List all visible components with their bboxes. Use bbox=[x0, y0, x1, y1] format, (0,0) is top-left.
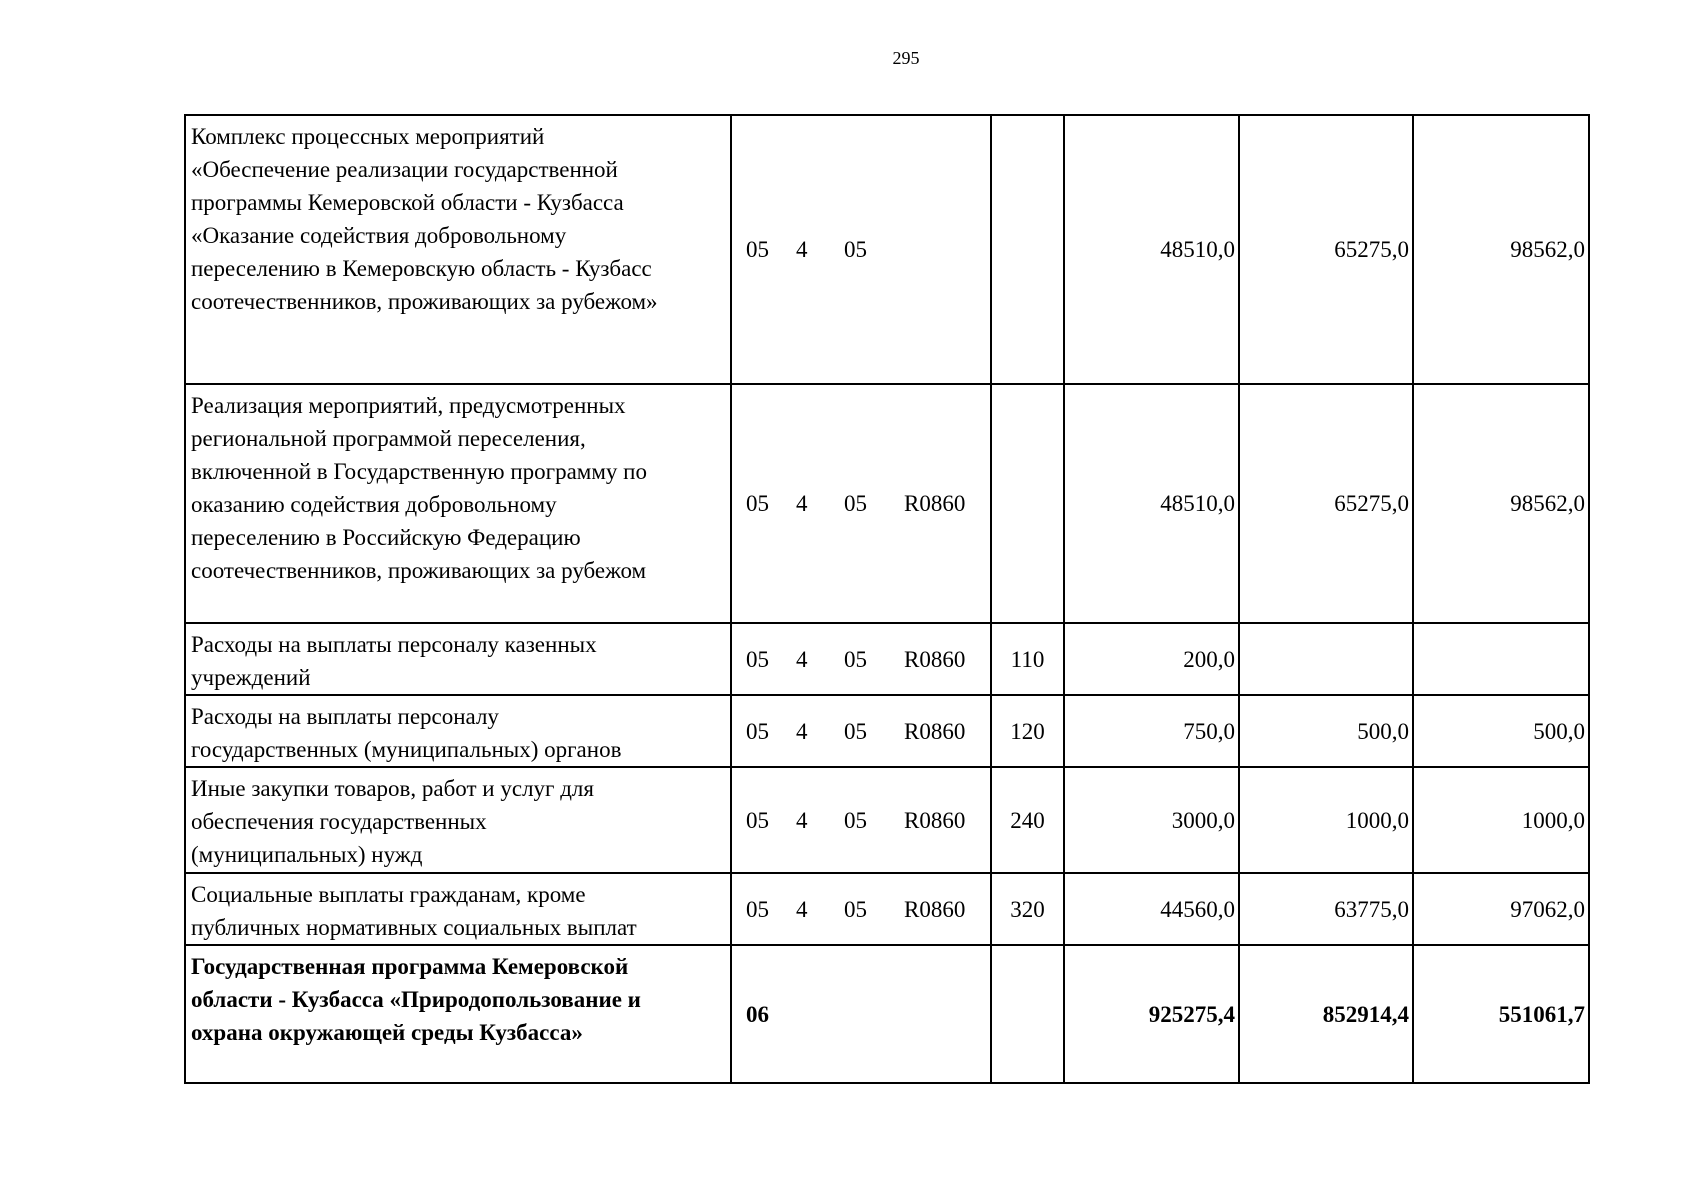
table-row-program-total bbox=[185, 945, 1589, 1083]
table-row bbox=[185, 115, 1589, 384]
program-code: 05 bbox=[746, 807, 769, 833]
amount-year-2: 63775,0 bbox=[1239, 873, 1413, 945]
amount-year-1: 48510,0 bbox=[1064, 384, 1239, 623]
amount-year-3 bbox=[1413, 623, 1589, 695]
program-code: 05 bbox=[746, 646, 769, 672]
activity-code: 05 bbox=[844, 718, 867, 744]
amount-year-2: 65275,0 bbox=[1239, 115, 1413, 384]
row-name: Реализация мероприятий, предусмотренных региональной программой переселения, включенной в Государственную программу по оказанию содействия добровольному переселению в Российскую Федерацию соотечественников, проживающих за рубежом bbox=[185, 384, 731, 623]
program-code: 05 bbox=[746, 491, 769, 516]
activity-code: 05 bbox=[844, 646, 867, 672]
activity-code: 05 bbox=[844, 491, 867, 516]
budget-classification-code bbox=[731, 873, 991, 945]
target-code: R0860 bbox=[904, 718, 966, 744]
program-code: 05 bbox=[746, 718, 769, 744]
amount-year-2: 500,0 bbox=[1239, 695, 1413, 767]
amount-year-1: 3000,0 bbox=[1064, 767, 1239, 873]
budget-classification-code bbox=[731, 695, 991, 767]
table-row bbox=[185, 695, 1589, 767]
budget-classification-code bbox=[731, 115, 991, 384]
amount-year-2 bbox=[1239, 623, 1413, 695]
amount-year-1: 925275,4 bbox=[1064, 945, 1239, 1083]
amount-year-3: 551061,7 bbox=[1413, 945, 1589, 1083]
amount-year-1: 750,0 bbox=[1064, 695, 1239, 767]
row-name: Государственная программа Кемеровской области - Кузбасса «Природопользование и охрана окружающей среды Кузбасса» bbox=[185, 945, 731, 1083]
amount-year-1: 200,0 bbox=[1064, 623, 1239, 695]
amount-year-3: 97062,0 bbox=[1413, 873, 1589, 945]
table-row bbox=[185, 767, 1589, 873]
row-name: Расходы на выплаты персоналу казенных учреждений bbox=[185, 623, 731, 695]
expense-type-code bbox=[991, 384, 1064, 623]
row-name: Иные закупки товаров, работ и услуг для обеспечения государственных (муниципальных) нужд bbox=[185, 767, 731, 873]
row-name: Социальные выплаты гражданам, кроме публичных нормативных социальных выплат bbox=[185, 873, 731, 945]
amount-year-2: 1000,0 bbox=[1239, 767, 1413, 873]
amount-year-2: 852914,4 bbox=[1239, 945, 1413, 1083]
budget-classification-code bbox=[731, 767, 991, 873]
expense-type-code bbox=[991, 945, 1064, 1083]
subprogram-code: 4 bbox=[796, 807, 808, 833]
subprogram-code: 4 bbox=[796, 491, 808, 516]
activity-code: 05 bbox=[844, 896, 867, 922]
activity-code: 05 bbox=[844, 807, 867, 833]
activity-code: 05 bbox=[844, 237, 867, 262]
target-code: R0860 bbox=[904, 896, 966, 922]
budget-table bbox=[184, 114, 1590, 1084]
amount-year-3: 98562,0 bbox=[1413, 115, 1589, 384]
expense-type-code: 320 bbox=[991, 873, 1064, 945]
page-number: 295 bbox=[892, 48, 920, 68]
target-code: R0860 bbox=[904, 807, 966, 833]
program-code: 06 bbox=[746, 1001, 769, 1027]
subprogram-code: 4 bbox=[796, 646, 808, 672]
budget-classification-code bbox=[731, 384, 991, 623]
program-code: 05 bbox=[746, 896, 769, 922]
program-code: 05 bbox=[746, 237, 769, 262]
amount-year-3: 500,0 bbox=[1413, 695, 1589, 767]
budget-classification-code bbox=[731, 623, 991, 695]
amount-year-3: 98562,0 bbox=[1413, 384, 1589, 623]
row-name: Комплекс процессных мероприятий «Обеспечение реализации государственной программы Кемеровской области - Кузбасса «Оказание содействия добровольному переселению в Кемеровскую область - Кузбасс соотечественников, проживающих за рубежом» bbox=[185, 115, 731, 384]
table-row bbox=[185, 623, 1589, 695]
expense-type-code: 110 bbox=[991, 623, 1064, 695]
budget-classification-code bbox=[731, 945, 991, 1083]
expense-type-code: 120 bbox=[991, 695, 1064, 767]
amount-year-1: 48510,0 bbox=[1064, 115, 1239, 384]
expense-type-code bbox=[991, 115, 1064, 384]
table-row bbox=[185, 384, 1589, 623]
subprogram-code: 4 bbox=[796, 896, 808, 922]
subprogram-code: 4 bbox=[796, 718, 808, 744]
expense-type-code: 240 bbox=[991, 767, 1064, 873]
row-name: Расходы на выплаты персоналу государственных (муниципальных) органов bbox=[185, 695, 731, 767]
amount-year-2: 65275,0 bbox=[1239, 384, 1413, 623]
target-code: R0860 bbox=[904, 491, 966, 516]
amount-year-1: 44560,0 bbox=[1064, 873, 1239, 945]
subprogram-code: 4 bbox=[796, 237, 808, 262]
table-row bbox=[185, 873, 1589, 945]
target-code: R0860 bbox=[904, 646, 966, 672]
amount-year-3: 1000,0 bbox=[1413, 767, 1589, 873]
